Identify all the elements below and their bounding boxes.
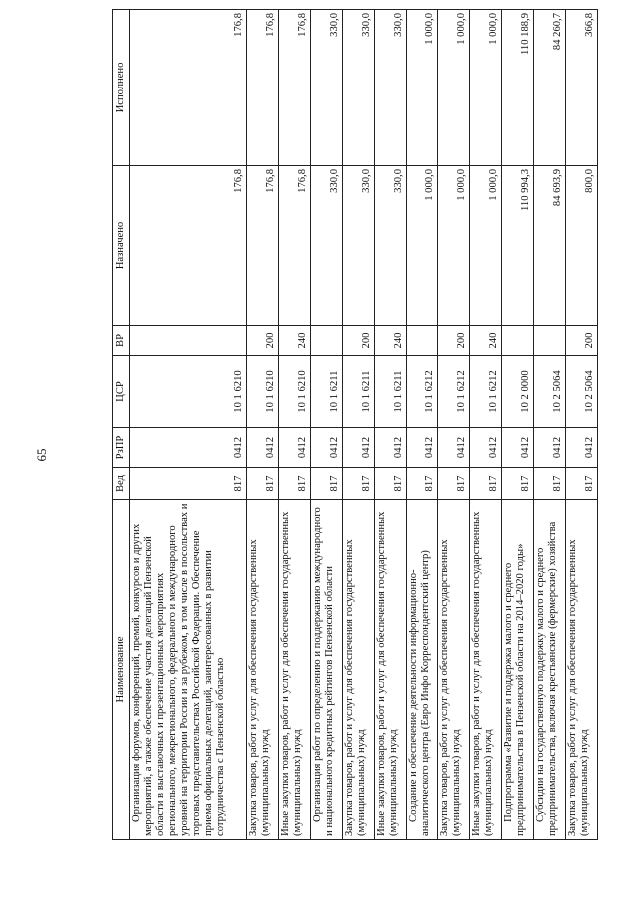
table-row xyxy=(566,10,598,840)
cell-executed: 366,8 xyxy=(566,10,598,166)
cell-vr: 240 xyxy=(278,326,310,356)
cell-rzpr: 0412 xyxy=(278,428,310,468)
cell-assigned: 176,8 xyxy=(130,166,247,326)
cell-csr: 10 1 6210 xyxy=(130,356,247,428)
cell-name: Иные закупки товаров, работ и услуг для обеспечения государственных (муниципальных) нужд xyxy=(374,500,406,840)
cell-executed: 176,8 xyxy=(278,10,310,166)
cell-assigned: 1 000,0 xyxy=(438,166,470,326)
cell-csr: 10 1 6210 xyxy=(247,356,279,428)
table-row xyxy=(310,10,342,840)
cell-ved: 817 xyxy=(502,468,534,500)
cell-vr: 240 xyxy=(374,326,406,356)
cell-rzpr: 0412 xyxy=(374,428,406,468)
cell-rzpr: 0412 xyxy=(470,428,502,468)
cell-vr xyxy=(406,326,438,356)
header-ved: Вед xyxy=(113,468,130,500)
cell-name: Создание и обеспечение деятельности информационно-аналитического центра (Евро Инфо Корреспондентский центр) xyxy=(406,500,438,840)
cell-rzpr: 0412 xyxy=(438,428,470,468)
cell-executed: 176,8 xyxy=(247,10,279,166)
cell-assigned: 330,0 xyxy=(342,166,374,326)
cell-name: Закупка товаров, работ и услуг для обеспечения государственных (муниципальных) нужд xyxy=(566,500,598,840)
cell-rzpr: 0412 xyxy=(502,428,534,468)
cell-csr: 10 1 6211 xyxy=(310,356,342,428)
cell-assigned: 1 000,0 xyxy=(470,166,502,326)
cell-assigned: 176,8 xyxy=(278,166,310,326)
cell-assigned: 84 693,9 xyxy=(534,166,566,326)
cell-vr xyxy=(534,326,566,356)
table-row xyxy=(502,10,534,840)
header-csr: ЦСР xyxy=(113,356,130,428)
cell-name: Организация работ по определению и поддержанию международного и национального кредитных рейтингов Пензенской области xyxy=(310,500,342,840)
cell-name: Иные закупки товаров, работ и услуг для обеспечения государственных (муниципальных) нужд xyxy=(278,500,310,840)
header-vr: ВР xyxy=(113,326,130,356)
header-assigned: Назначено xyxy=(113,166,130,326)
cell-rzpr: 0412 xyxy=(310,428,342,468)
cell-name: Подпрограмма «Развитие и поддержка малого и среднего предпринимательства в Пензенской области на 2014–2020 годы» xyxy=(502,500,534,840)
table-row xyxy=(342,10,374,840)
table-row xyxy=(278,10,310,840)
table-row xyxy=(534,10,566,840)
cell-assigned: 800,0 xyxy=(566,166,598,326)
header-rzpr: РзПР xyxy=(113,428,130,468)
cell-vr: 200 xyxy=(566,326,598,356)
cell-vr: 240 xyxy=(470,326,502,356)
table-row xyxy=(438,10,470,840)
cell-vr xyxy=(502,326,534,356)
cell-ved: 817 xyxy=(534,468,566,500)
cell-name: Субсидии на государственную поддержку малого и среднего предпринимательства, включая крестьянские (фермерские) хозяйства xyxy=(534,500,566,840)
cell-rzpr: 0412 xyxy=(342,428,374,468)
cell-assigned: 330,0 xyxy=(374,166,406,326)
cell-executed: 330,0 xyxy=(342,10,374,166)
header-name: Наименование xyxy=(113,500,130,840)
cell-ved: 817 xyxy=(406,468,438,500)
cell-ved: 817 xyxy=(470,468,502,500)
table-header-row xyxy=(113,10,130,840)
cell-name: Закупка товаров, работ и услуг для обеспечения государственных (муниципальных) нужд xyxy=(438,500,470,840)
cell-ved: 817 xyxy=(342,468,374,500)
cell-rzpr: 0412 xyxy=(534,428,566,468)
cell-name: Организация форумов, конференций, премий, конкурсов и других мероприятий, а также обеспечение участия делегаций Пензенской области в выставочных и презентационных мероприятиях регионального, межрегионального, федерального и международного уровней на территории России и за рубежом, в том числе в посольствах и торговых представительствах Российской Федерации. Обеспечение приема официальных делегаций, заинтересованных в развитии сотрудничества с Пензенской областью xyxy=(130,500,247,840)
cell-csr: 10 1 6212 xyxy=(406,356,438,428)
cell-name: Закупка товаров, работ и услуг для обеспечения государственных (муниципальных) нужд xyxy=(342,500,374,840)
cell-assigned: 176,8 xyxy=(247,166,279,326)
table-row xyxy=(247,10,279,840)
table-row xyxy=(374,10,406,840)
cell-rzpr: 0412 xyxy=(406,428,438,468)
cell-csr: 10 1 6211 xyxy=(374,356,406,428)
cell-executed: 176,8 xyxy=(130,10,247,166)
table-row xyxy=(406,10,438,840)
cell-rzpr: 0412 xyxy=(566,428,598,468)
cell-csr: 10 2 5064 xyxy=(566,356,598,428)
cell-csr: 10 2 0000 xyxy=(502,356,534,428)
cell-vr xyxy=(130,326,247,356)
cell-executed: 1 000,0 xyxy=(406,10,438,166)
cell-csr: 10 1 6212 xyxy=(438,356,470,428)
table-row xyxy=(470,10,502,840)
cell-ved: 817 xyxy=(278,468,310,500)
cell-csr: 10 1 6211 xyxy=(342,356,374,428)
cell-ved: 817 xyxy=(247,468,279,500)
cell-rzpr: 0412 xyxy=(247,428,279,468)
cell-ved: 817 xyxy=(310,468,342,500)
cell-vr: 200 xyxy=(438,326,470,356)
cell-csr: 10 1 6210 xyxy=(278,356,310,428)
cell-executed: 330,0 xyxy=(310,10,342,166)
cell-executed: 1 000,0 xyxy=(438,10,470,166)
cell-name: Иные закупки товаров, работ и услуг для обеспечения государственных (муниципальных) нужд xyxy=(470,500,502,840)
cell-executed: 330,0 xyxy=(374,10,406,166)
cell-vr: 200 xyxy=(247,326,279,356)
cell-vr: 200 xyxy=(342,326,374,356)
table-row xyxy=(130,10,247,840)
cell-executed: 1 000,0 xyxy=(470,10,502,166)
cell-name: Закупка товаров, работ и услуг для обеспечения государственных (муниципальных) нужд xyxy=(247,500,279,840)
cell-csr: 10 2 5064 xyxy=(534,356,566,428)
cell-assigned: 330,0 xyxy=(310,166,342,326)
page-number: 65 xyxy=(34,448,49,462)
header-executed: Исполнено xyxy=(113,10,130,166)
cell-executed: 110 188,9 xyxy=(502,10,534,166)
cell-csr: 10 1 6212 xyxy=(470,356,502,428)
cell-ved: 817 xyxy=(374,468,406,500)
cell-vr xyxy=(310,326,342,356)
budget-table-container xyxy=(112,10,598,840)
cell-ved: 817 xyxy=(438,468,470,500)
cell-ved: 817 xyxy=(130,468,247,500)
cell-assigned: 1 000,0 xyxy=(406,166,438,326)
budget-table xyxy=(112,9,598,840)
cell-ved: 817 xyxy=(566,468,598,500)
cell-rzpr: 0412 xyxy=(130,428,247,468)
cell-assigned: 110 994,3 xyxy=(502,166,534,326)
cell-executed: 84 260,7 xyxy=(534,10,566,166)
